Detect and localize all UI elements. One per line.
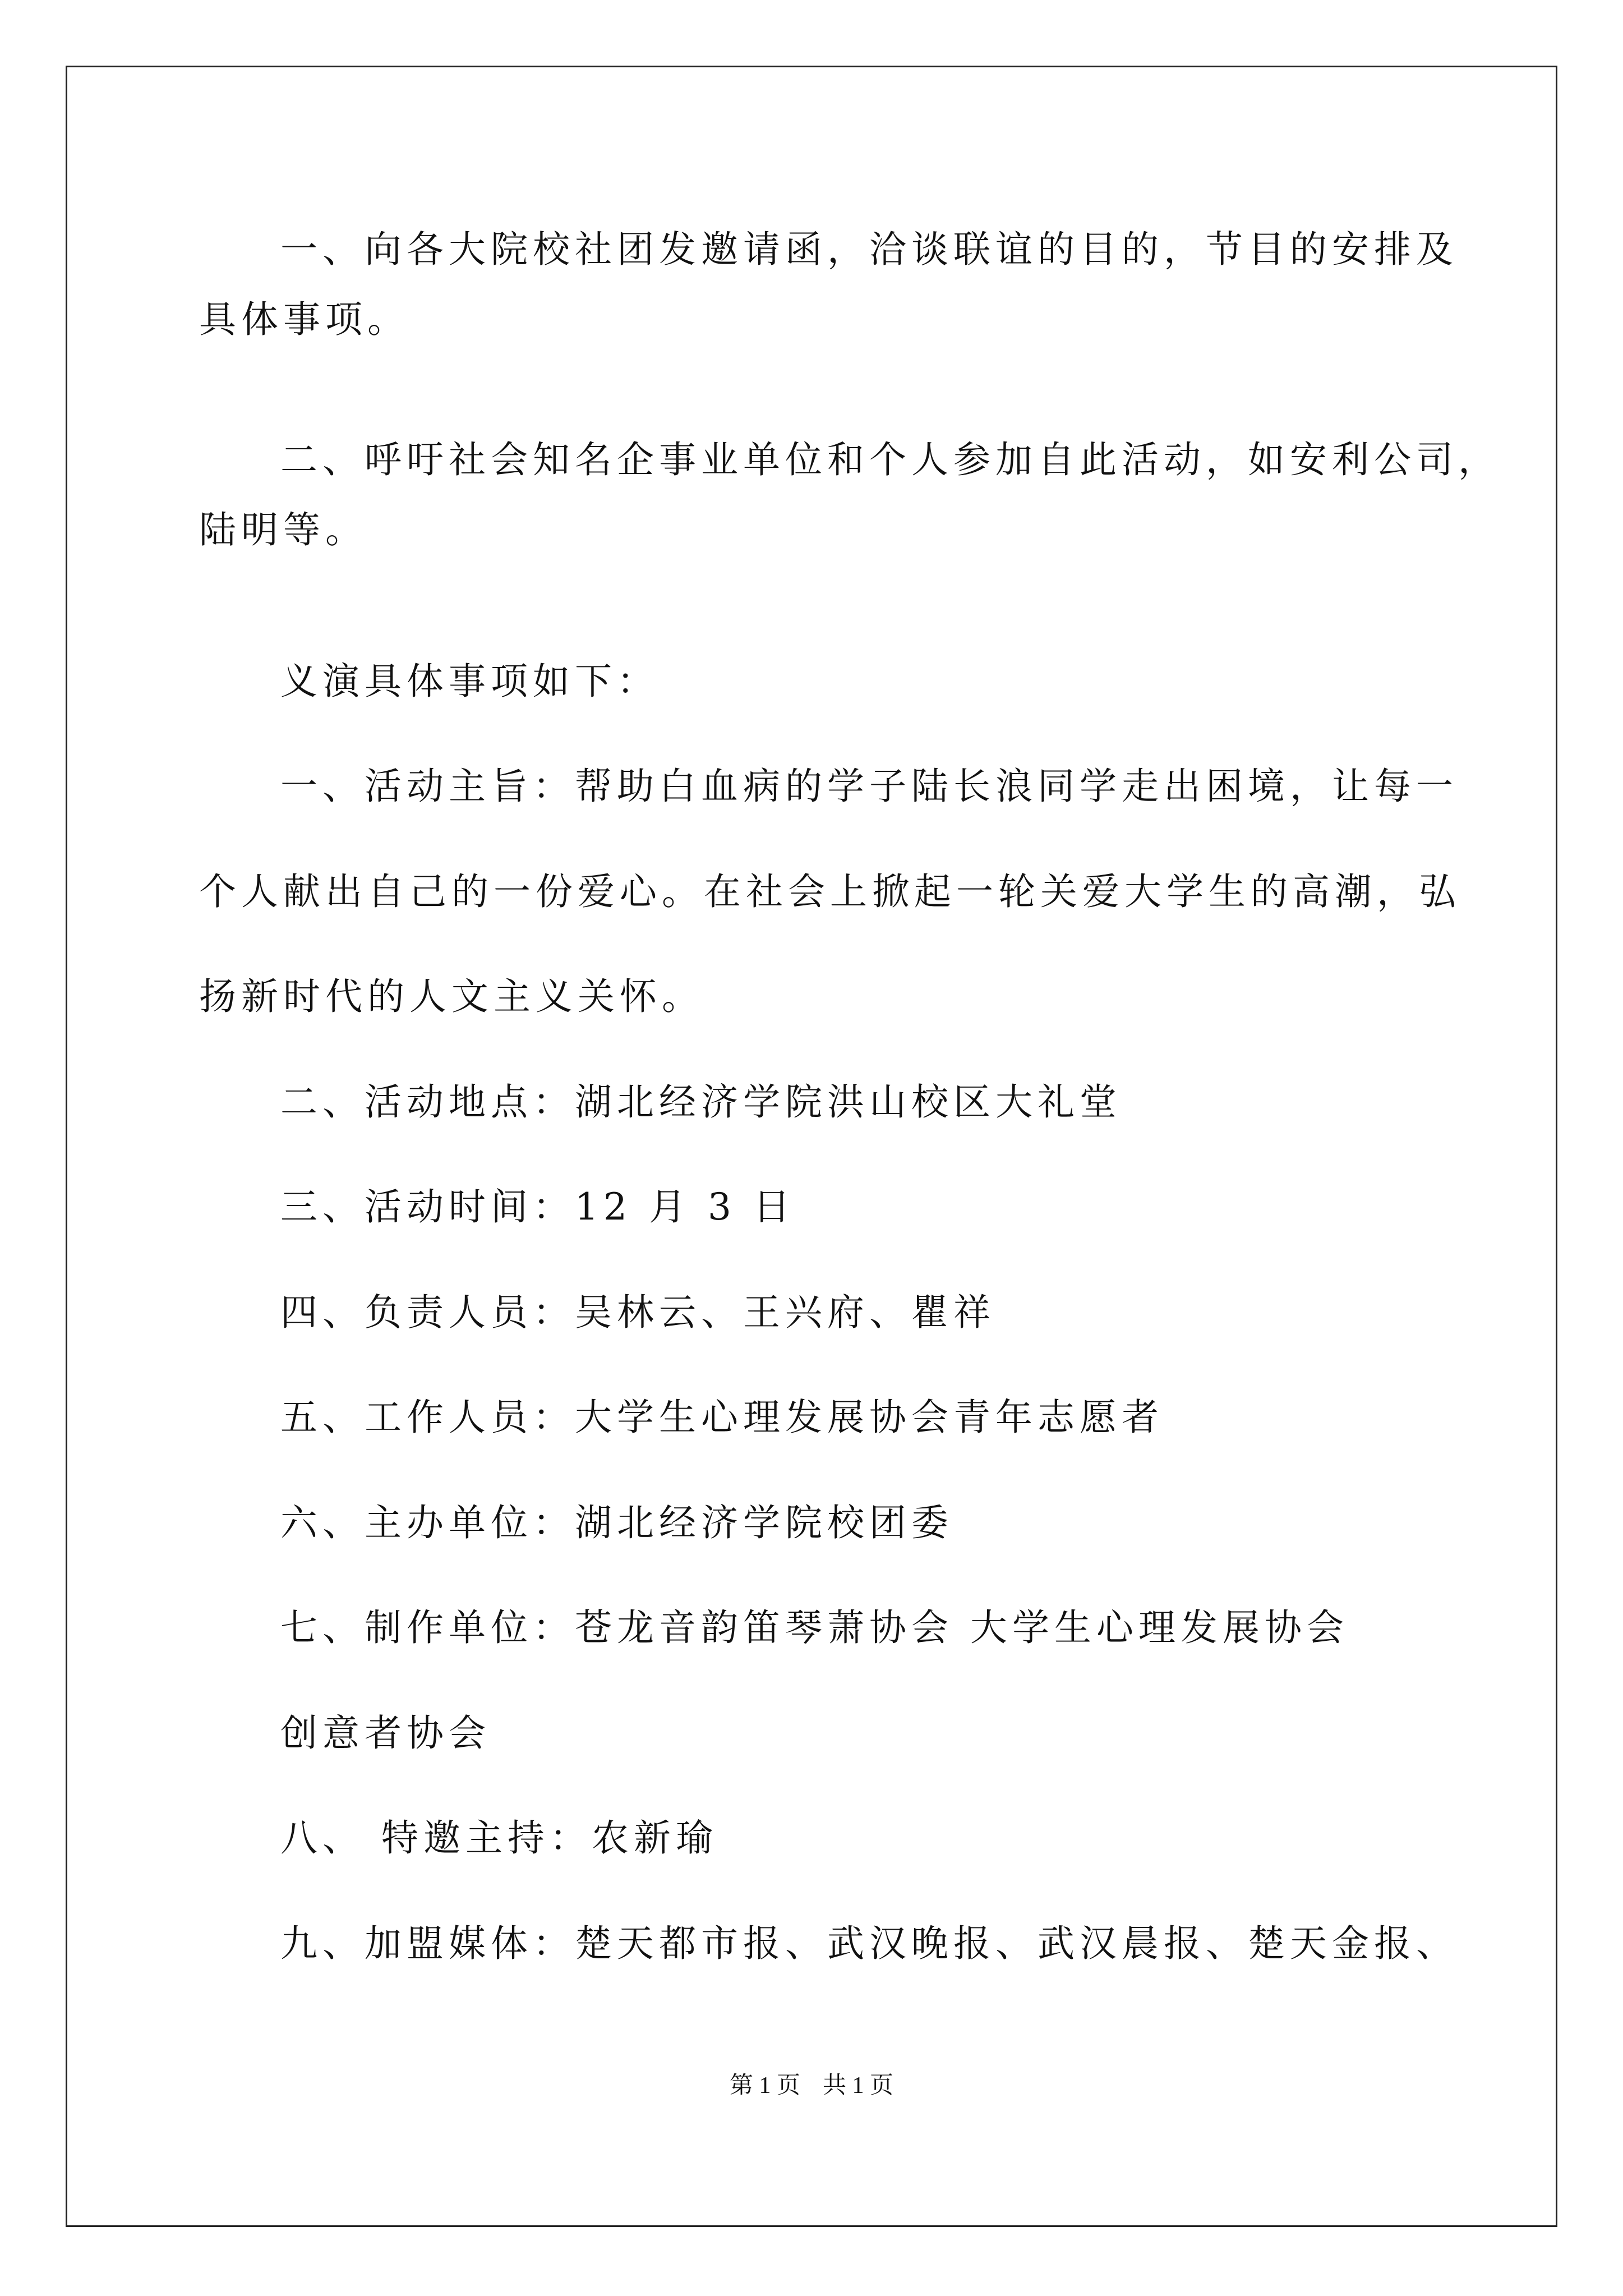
paragraph-line: 八、 特邀主持：农新瑜 <box>280 1816 718 1860</box>
paragraph-line: 一、活动主旨：帮助白血病的学子陆长浪同学走出困境，让每一 <box>280 765 1458 808</box>
paragraph-line: 扬新时代的人文主义关怀。 <box>199 975 704 1018</box>
paragraph-line: 一、向各大院校社团发邀请函，洽谈联谊的目的，节目的安排及 <box>280 228 1458 271</box>
paragraph-line: 五、工作人员：大学生心理发展协会青年志愿者 <box>280 1396 1164 1439</box>
paragraph-line: 个人献出自己的一份爱心。在社会上掀起一轮关爱大学生的高潮，弘 <box>199 870 1461 913</box>
page-number: 第 1 页 <box>729 2073 800 2099</box>
paragraph-line: 陆明等。 <box>199 508 367 551</box>
paragraph-line: 九、加盟媒体：楚天都市报、武汉晚报、武汉晨报、楚天金报、 <box>280 1922 1458 1965</box>
paragraph-line: 具体事项。 <box>199 298 409 341</box>
paragraph-line: 七、制作单位：苍龙音韵笛琴萧协会 大学生心理发展协会 <box>280 1606 1349 1649</box>
paragraph-line: 四、负责人员：吴林云、王兴府、瞿祥 <box>280 1291 995 1334</box>
paragraph-line: 二、呼吁社会知名企事业单位和个人参加自此活动，如安利公司， <box>280 438 1500 481</box>
page-footer <box>0 2072 1623 2100</box>
paragraph-line: 六、主办单位：湖北经济学院校团委 <box>280 1501 953 1544</box>
paragraph-line: 创意者协会 <box>280 1711 491 1755</box>
paragraph-line: 二、活动地点：湖北经济学院洪山校区大礼堂 <box>280 1080 1122 1124</box>
paragraph-line: 三、活动时间：12 月 3 日 <box>280 1185 795 1228</box>
paragraph-line: 义演具体事项如下： <box>280 660 659 703</box>
page-total: 共 1 页 <box>823 2073 894 2099</box>
